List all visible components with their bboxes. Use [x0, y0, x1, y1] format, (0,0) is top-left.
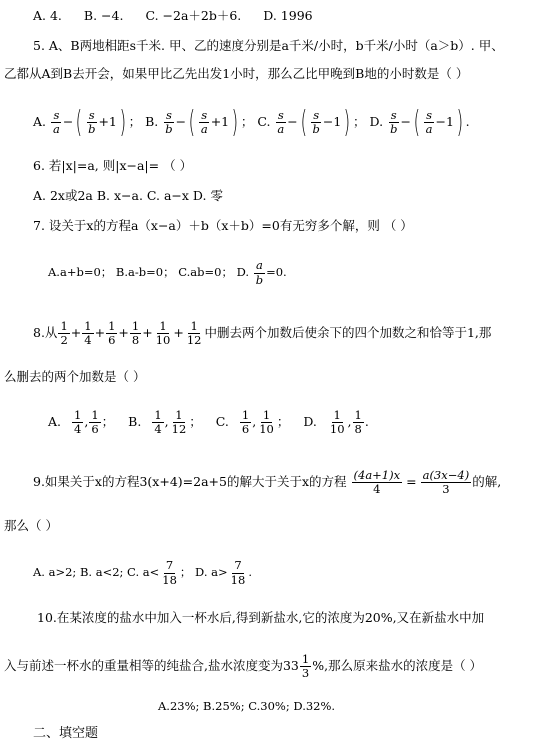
q8-option-d-label: D. [303, 414, 317, 429]
one: 1 [108, 114, 117, 129]
q5-option-d-label: D. [369, 114, 384, 129]
left-paren: ( [300, 104, 307, 140]
q5-frac: $\frac{s}{b}$ [390, 107, 398, 136]
q9-stem-line1 [33, 462, 501, 502]
q8-frac: $\frac{1}{12}$ [171, 407, 187, 436]
q4-options [33, 8, 313, 24]
q8-option-b-label: B. [128, 414, 142, 429]
q8-frac: $\frac{1}{2}$ [60, 318, 68, 347]
plus-sign: + [94, 325, 106, 340]
separator: ； [101, 414, 115, 429]
minus-sign: − [287, 114, 298, 129]
q8-lead: 8.从 [33, 325, 58, 340]
q5-frac: $\frac{s}{a}$ [200, 107, 208, 136]
q8-frac: $\frac{1}{4}$ [84, 318, 92, 347]
q10-line2b: %,那么原来盐水的浓度是（ ） [312, 658, 483, 673]
q8-frac: $\frac{1}{10}$ [155, 318, 171, 347]
one: 1 [445, 114, 454, 129]
q4-option-c: C. −2a＋2b＋6. [145, 8, 242, 23]
plus-sign: + [98, 114, 109, 129]
right-paren: ) [231, 104, 239, 140]
q5-stem-line2: 乙都从A到B去开会，如果甲比乙先出发1小时，那么乙比甲晚到B地的小时数是（ ） [4, 66, 469, 81]
plus-sign: + [142, 325, 153, 340]
q8-frac: $\frac{1}{6}$ [91, 407, 99, 436]
q4-option-d: D. 1996 [263, 8, 313, 23]
q5-frac: $\frac{s}{a}$ [425, 107, 433, 136]
q7-stem: 7. 设关于x的方程a（x−a）＋b（x＋b）=0有无穷多个解，则 （ ） [33, 218, 413, 233]
separator: ； [189, 414, 202, 429]
q9-lhs-frac: $\frac{(4a+1)x}{4}$ [353, 467, 401, 496]
q8-options [48, 402, 369, 442]
right-paren: ) [343, 104, 351, 140]
comma: , [347, 414, 352, 429]
q5-stem-line1: 5. A、B两地相距s千米. 甲、乙的速度分别是a千米/小时，b千米/小时（a＞b）. 甲、 [33, 38, 504, 53]
one: 1 [221, 114, 230, 129]
q5-frac: $\frac{s}{b}$ [312, 107, 320, 136]
q8-frac: $\frac{1}{8}$ [131, 318, 140, 347]
q5-option-c-label: C. [257, 114, 271, 129]
q8-frac: $\frac{1}{10}$ [329, 407, 345, 436]
q9-stem-line2: 那么（ ） [4, 518, 58, 533]
comma: , [164, 414, 169, 429]
separator: ； [240, 114, 254, 129]
q8-stem-line1 [33, 313, 491, 353]
q8-option-a-label: A. [48, 414, 62, 429]
q7-frac: $\frac{a}{b}$ [255, 258, 264, 287]
q5-frac: $\frac{s}{b}$ [165, 107, 173, 136]
q9-lead: 9.如果关于x的方程3(x+4)=2a+5的解大于关于x的方程 [33, 474, 347, 489]
q8-option-c-label: C. [215, 414, 229, 429]
q8-frac: $\frac{1}{4}$ [154, 407, 162, 436]
plus-sign: + [173, 325, 184, 340]
q10-stem-line2 [4, 646, 482, 686]
q5-frac: $\frac{s}{b}$ [88, 107, 96, 136]
q10-options: A.23%; B.25%; C.30%; D.32%. [158, 699, 336, 713]
q9-tail: 的解, [472, 474, 502, 489]
right-paren: ) [456, 104, 464, 140]
q8-frac: $\frac{1}{4}$ [74, 407, 82, 436]
q8-stem-line2: 么删去的两个加数是（ ） [4, 369, 146, 384]
q9-option-d: ； D. a> [179, 565, 228, 579]
q7-options [48, 254, 287, 290]
minus-sign: − [400, 114, 411, 129]
q5-frac: $\frac{s}{a}$ [277, 107, 285, 136]
left-paren: ( [413, 104, 421, 140]
q6-stem: 6. 若|x|=a, 则|x−a|= （ ） [33, 158, 193, 173]
q5-frac: $\frac{s}{a}$ [53, 107, 60, 136]
separator: ； [353, 114, 366, 129]
q8-frac: $\frac{1}{8}$ [354, 407, 362, 436]
separator: ； [128, 114, 142, 129]
separator: ； [276, 414, 290, 429]
q9-frac: $\frac{7}{18}$ [230, 558, 246, 587]
minus-sign: − [435, 114, 446, 129]
comma: , [84, 414, 89, 429]
q7-options-text: A.a+b=0； B.a-b=0； C.ab=0； D. [48, 265, 250, 279]
q10-line2a: 入与前述一杯水的重量相等的纯盐合,盐水浓度变为33 [4, 658, 299, 673]
plus-sign: + [210, 114, 222, 129]
q9-options [33, 552, 252, 592]
minus-sign: − [62, 114, 74, 129]
left-paren: ( [75, 104, 83, 140]
q4-option-a: A. 4. [33, 8, 62, 23]
separator: . [364, 414, 369, 429]
q8-frac: $\frac{1}{12}$ [186, 318, 202, 347]
q5-options [33, 100, 470, 144]
q8-after: 中删去两个加数后使余下的四个加数之和恰等于1,那 [204, 325, 492, 340]
comma: , [252, 414, 257, 429]
plus-sign: + [70, 325, 82, 340]
plus-sign: + [118, 325, 129, 340]
q4-option-b: B. −4. [83, 8, 124, 23]
period: . [248, 565, 252, 579]
q5-option-a-label: A. [33, 114, 47, 129]
q10-stem-line1: 10.在某浓度的盐水中加入一杯水后,得到新盐水,它的浓度为20%,又在新盐水中加 [37, 610, 485, 625]
q8-frac: $\frac{1}{10}$ [259, 407, 274, 436]
q9-rhs-frac: $\frac{a(3x-4)}{3}$ [422, 467, 470, 496]
right-paren: ) [119, 104, 126, 140]
q8-frac: $\frac{1}{6}$ [241, 407, 250, 436]
q5-option-b-label: B. [145, 114, 159, 129]
minus-sign: − [322, 114, 334, 129]
period: . [465, 114, 470, 129]
q6-options: A. 2x或2a B. x−a. C. a−x D. 零 [33, 188, 223, 203]
left-paren: ( [188, 104, 196, 140]
q7-tail: =0. [266, 265, 287, 279]
equals-sign: = [406, 474, 417, 489]
q10-mixed-frac: $\frac{1}{3}$ [301, 651, 310, 680]
section-title: 二、填空题 [33, 726, 99, 741]
q8-frac: $\frac{1}{6}$ [108, 318, 116, 347]
q9-options-ab: A. a>2; B. a<2; C. a< [33, 565, 160, 579]
q9-frac: $\frac{7}{18}$ [162, 558, 177, 587]
one: 1 [333, 114, 342, 129]
minus-sign: − [175, 114, 187, 129]
